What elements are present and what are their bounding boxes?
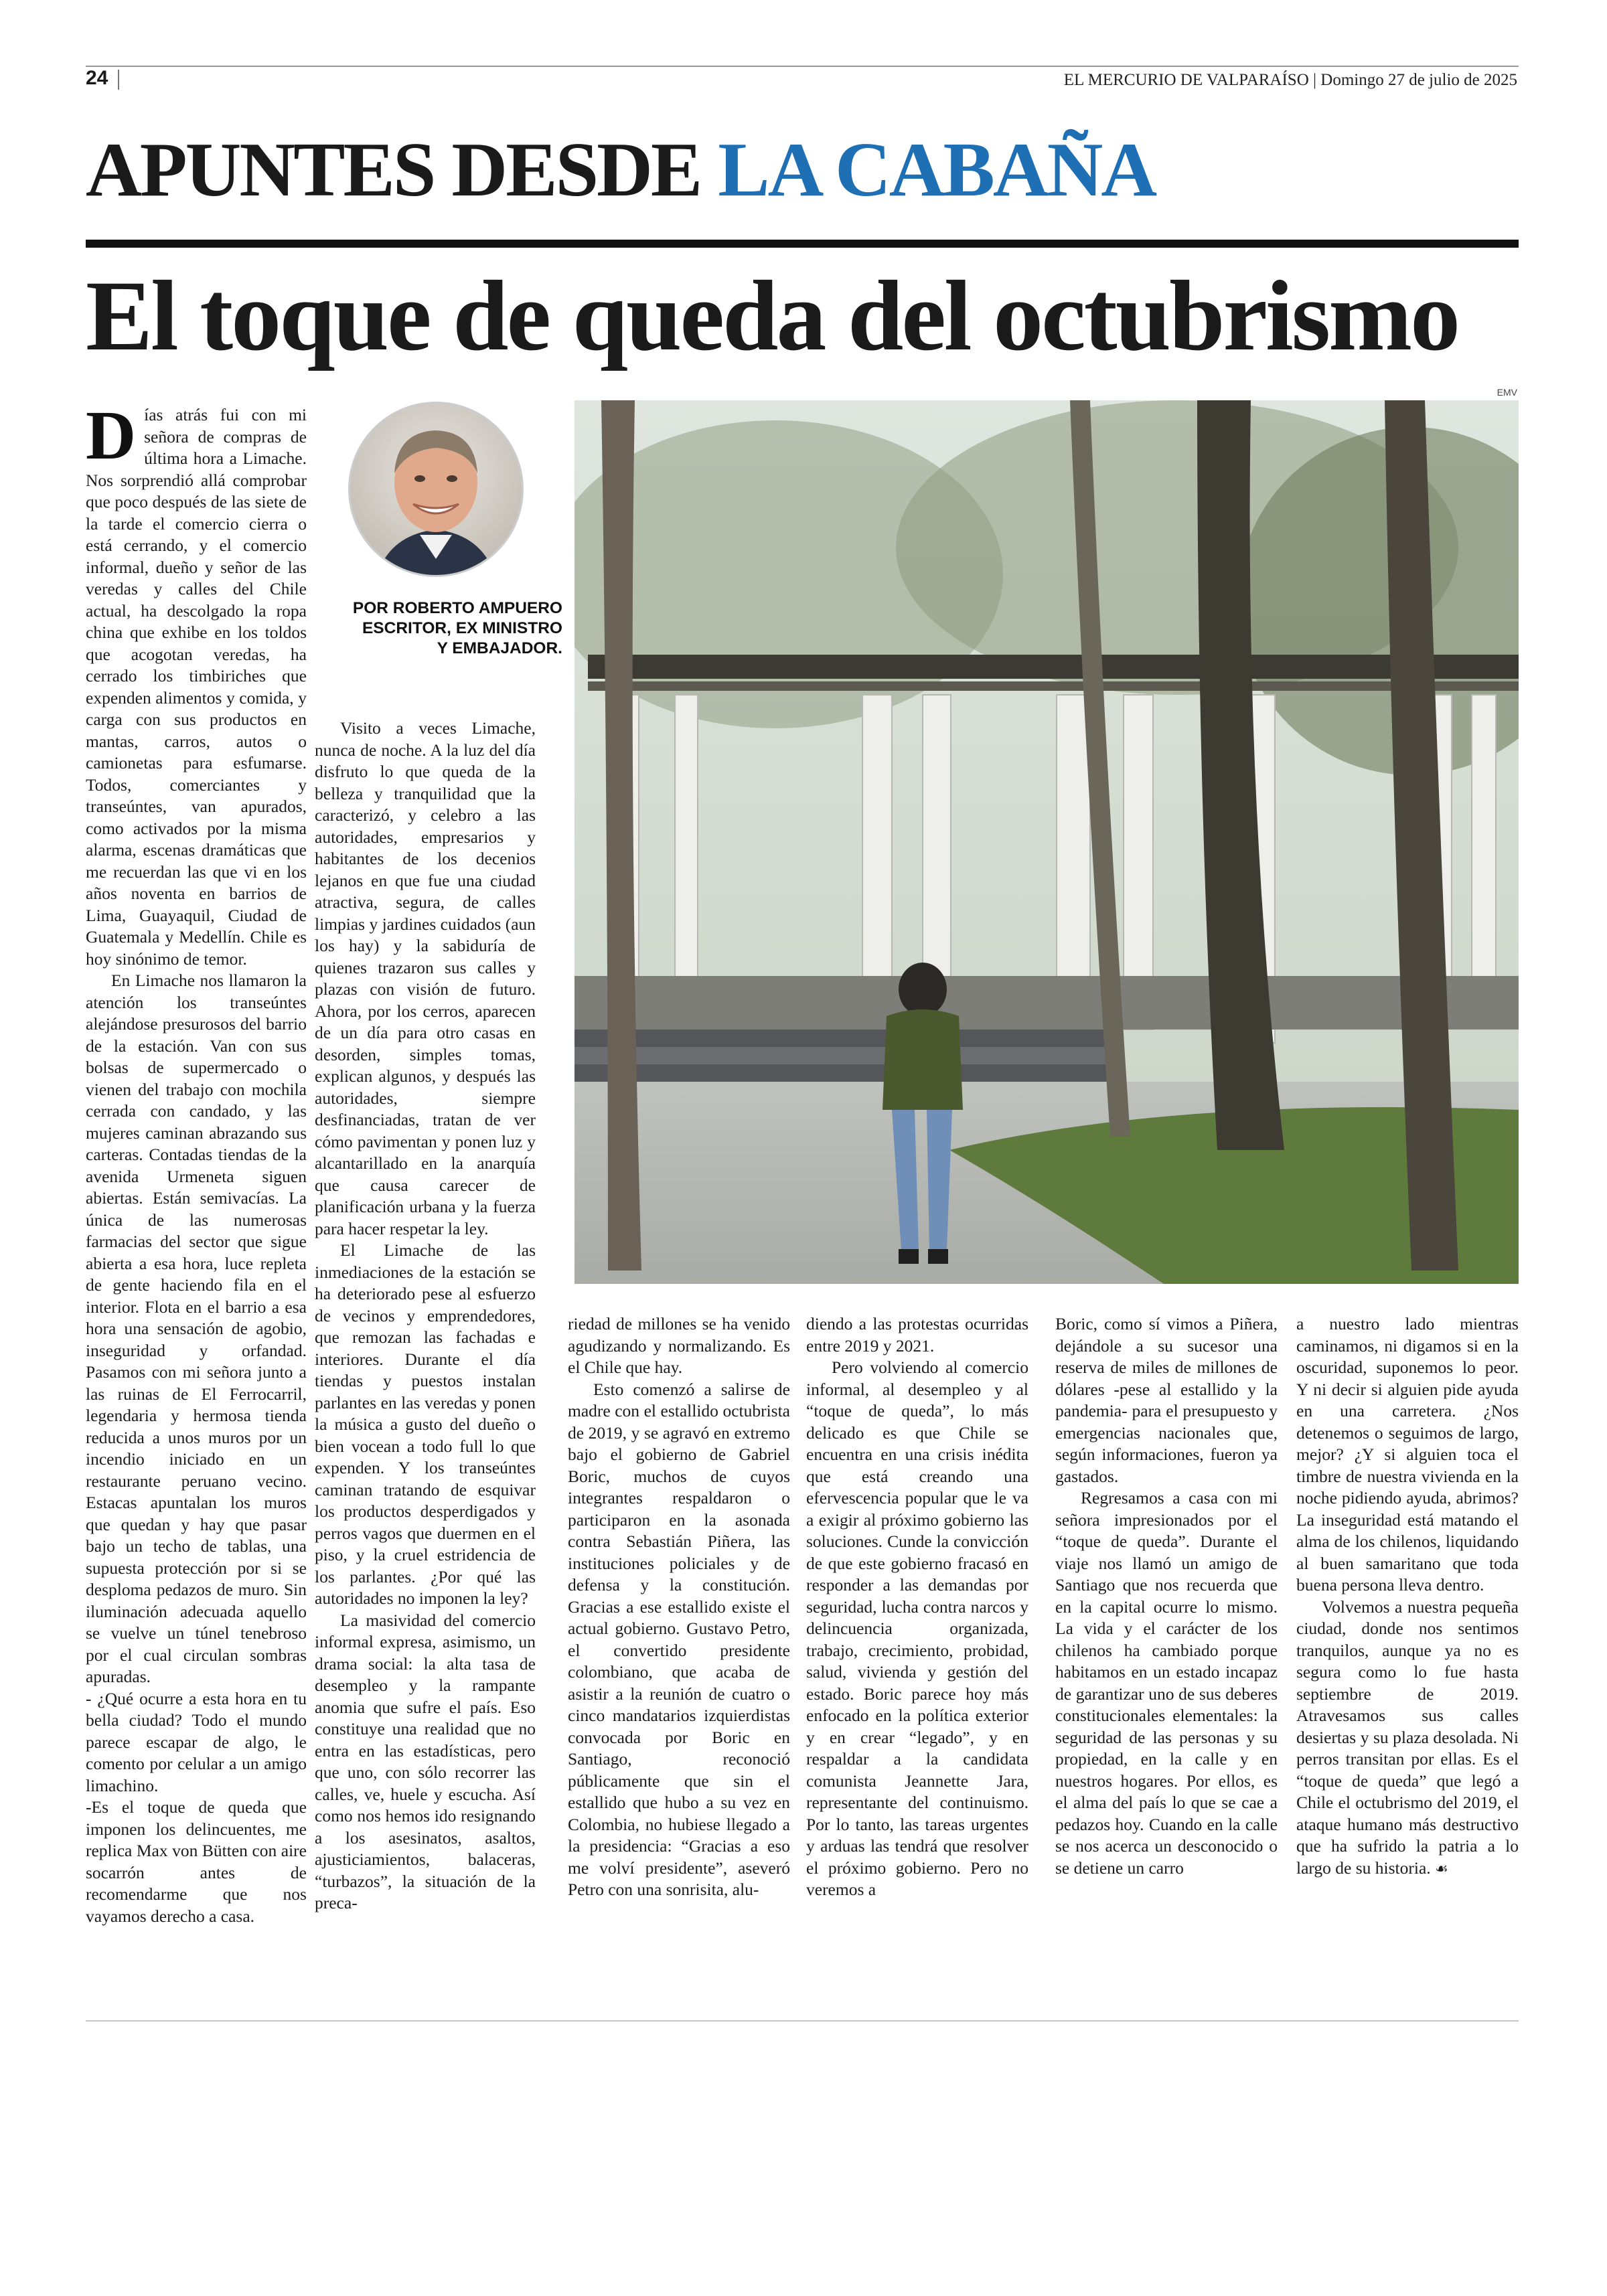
article-photo — [575, 400, 1519, 1284]
drop-cap: D — [86, 397, 137, 474]
byline — [315, 598, 562, 659]
column-6 — [1296, 1313, 1519, 1880]
page-number: 24 — [86, 67, 108, 89]
paragraph: Boric, como sí vimos a Piñera, dejándole a su sucesor una reserva de miles de millones de dólares -pese al estallido y la pandemia- para el presupuesto y emergencias nacionales que, según informaciones, fueron ya gastados. — [1055, 1314, 1278, 1486]
paragraph: Pero volviendo al comercio informal, al desempleo y al “toque de queda”, lo más delicado es que Chile se encuentra en una crisis inédita que está creando una efervescencia popular que le va a exigir al próximo gobierno las soluciones. Cunde la convicción de que este gobierno fracasó en responder a las demandas por seguridad, lucha contra narcos y delincuencia organizada, trabajo, crecimiento, probidad, salud, vivienda y gestión del estado. Boric parece hoy más enfocado en la política exterior y en crear “legado”, y en respaldar a la candidata comunista Jeannette Jara, representante del continuismo. Por lo tanto, las tareas urgentes y arduas las tendrá que resolver el próximo gobierno. Pero no veremos a — [806, 1358, 1028, 1899]
column-1 — [86, 397, 307, 1927]
paragraph: Regresamos a casa con mi señora impresionados por el “toque de queda”. Durante el viaje nos llamó un amigo de Santiago que nos recuerda que en la capital ocurre lo mismo. La vida y el carácter de los chilenos ha cambiado porque habitamos en un estado incapaz de garantizar uno de sus deberes constitucionales elementales: la seguridad de las personas y su propiedad, en la calle y en nuestros hogares. Por ellos, es el alma del país lo que se cae a pedazos hoy. Cuando en la calle se nos acerca un desconocido o se detiene un carro — [1055, 1488, 1278, 1878]
author-portrait-image — [350, 404, 522, 575]
section-title-part1: APUNTES DESDE — [86, 127, 701, 213]
byline-author: POR ROBERTO AMPUERO — [352, 599, 562, 617]
byline-role-cont: Y EMBAJADOR. — [437, 639, 562, 657]
end-mark-icon: ☙ — [1435, 1860, 1448, 1878]
paragraph: En Limache nos llamaron la atención los transeúntes alejándose presurosos del barrio de la estación. Van con sus bolsas de supermercado o vienen del trabajo con mochila cerrada con candado, y las mujeres caminan abrazando sus carteras. Contadas tiendas de la avenida Urmeneta siguen abiertas. Están semivacías. La única de las numerosas farmacias del sector que sigue abierta a esa hora, luce repleta de gente haciendo fila en el interior. Flota en el barrio a esa hora una sensación de agobio, inseguridad y orfandad. Pasamos con mi señora junto a las ruinas de El Ferrocarril, legendaria y hermosa tienda reducida a unos muros por un incendio iniciado en un restaurante peruano vecino. Estacas apuntalan los muros que quedan y hay que pasar bajo un techo de tablas, una supuesta protección por si se desploma pedazos de muro. Sin iluminación adecuada aquello se vuelve un túnel tenebroso por el cual circulan sombras apuradas. — [86, 971, 307, 1686]
section-title — [86, 127, 1156, 213]
paragraph — [1296, 1596, 1519, 1881]
bottom-rule — [86, 2020, 1519, 2022]
headline: El toque de queda del octubrismo — [86, 260, 1459, 372]
paragraph: Visito a veces Limache, nunca de noche. A la luz del día disfruto lo que queda de la belleza y tranquilidad que la caracterizó, y celebro a las autoridades, empresarios y habitantes de los decenios lejanos en que fue una ciudad atractiva, segura, de calles limpias y jardines cuidados (aun los hay) y la sabiduría de quienes trazaron sus calles y plazas con visión de futuro. Ahora, por los cerros, aparecen de un día para otro casas en desorden, simples tomas, explican algunos, y después las autoridades, siempre desfinanciadas, tratan de ver cómo pavimentan y ponen luz y alcantarillado en la anarquía que causa carecer de planificación urbana y la fuerza para hacer respetar la ley. — [315, 718, 536, 1238]
paragraph-text: Volvemos a nuestra pequeña ciudad, donde nos sentimos tranquilos, aunque ya no es segura como lo fue hasta septiembre de 2019. Atravesamos sus calles desiertas y su plaza desolada. Ni perros transitan por ellas. Es el “toque de queda” que legó a Chile el octubrismo del 2019, el ataque humano más destructivo que ha sufrido la patria a lo largo de su historia. — [1296, 1596, 1519, 1878]
column-4 — [806, 1313, 1028, 1901]
park-scene-image — [575, 400, 1519, 1284]
paragraph: - ¿Qué ocurre a esta hora en tu bella ciudad? Todo el mundo parece escapar de algo, le comento por celular a un amigo limachino. — [86, 1688, 307, 1795]
byline-role: ESCRITOR, EX MINISTRO — [362, 619, 562, 637]
author-portrait — [348, 402, 524, 577]
column-5 — [1055, 1313, 1278, 1879]
column-2 — [315, 718, 536, 1914]
masthead: EL MERCURIO DE VALPARAÍSO | Domingo 27 de julio de 2025 — [1063, 71, 1517, 89]
photo-credit: EMV — [1497, 387, 1517, 398]
paragraph: La masividad del comercio informal expresa, asimismo, un drama social: la alta tasa de desempleo y la rampante anomia que sufre el país. Eso constituye una realidad que no entra en las estadísticas, pero que uno, con sólo recorrer las calles, ve, huele y escucha. Así como nos hemos ido resignando a los asesinatos, asaltos, ajusticiamientos, balaceras, “turbazos”, la situación de la preca- — [315, 1610, 536, 1912]
section-rule — [86, 240, 1519, 248]
paragraph: diendo a las protestas ocurridas entre 2019 y 2021. — [806, 1314, 1028, 1356]
paragraph: Esto comenzó a salirse de madre con el estallido octubrista de 2019, y se agravó en extremo bajo el gobierno de Gabriel Boric, muchos de cuyos integrantes respaldaron o participaron en la asonada contra Sebastián Piñera, las instituciones policiales y de defensa y la constitución. Gracias a ese estallido existe el actual gobierno. Gustavo Petro, el convertido presidente colombiano, que acaba de asistir a la reunión de cuatro o cinco mandatarios izquierdistas convocada por Boric en Santiago, reconoció públicamente que sin el estallido que hubo a su vez en Colombia, no hubiese llegado a la presidencia: “Gracias a eso me volví presidente”, aseveró Petro con una sonrisita, alu- — [568, 1379, 790, 1899]
paragraph: -Es el toque de queda que imponen los delincuentes, me replica Max von Bütten con aire socarrón antes de recomendarme que nos vayamos derecho a casa. — [86, 1797, 307, 1926]
section-title-part2: LA CABAÑA — [718, 127, 1156, 213]
top-rule — [86, 66, 1519, 67]
page-number-divider — [118, 70, 119, 90]
paragraph: a nuestro lado mientras caminamos, ni digamos si en la oscuridad, suponemos lo peor. Y ni decir si alguien pide ayuda en una carretera. ¿Nos detenemos o seguimos de largo, mejor? ¿Y si alguien toca el timbre de nuestra vivienda en la noche pidiendo ayuda, abrimos? La inseguridad está matando el alma de los chilenos, liquidando al buen samaritano que toda buena persona lleva dentro. — [1296, 1314, 1519, 1594]
paragraph: ías atrás fui con mi señora de compras de última hora a Limache. Nos sorprendió allá comprobar que poco después de las siete de la tarde el comercio cierra o está cerrando, y el comercio informal, dueño y señor de las veredas y calles del Chile actual, ha descolgado la ropa china que exhibe en los toldos que acogotan veredas, ha cerrado los timbiriches que expenden alimentos y comida, y carga con sus productos en mantas, carros, autos o camionetas para esfumarse. Todos, comerciantes y transeúntes, van apurados, como activados por la misma alarma, escenas dramáticas que me recuerdan las que vi en los años noventa en barrios de Lima, Guayaquil, Ciudad de Guatemala y Medellín. Chile es hoy sinónimo de temor. — [86, 405, 307, 969]
column-3 — [568, 1313, 790, 1901]
paragraph: riedad de millones se ha venido agudizando y normalizando. Es el Chile que hay. — [568, 1314, 790, 1377]
paragraph: El Limache de las inmediaciones de la estación se ha deteriorado pese al esfuerzo de vecinos y emprendedores, que remozan las fachadas e interiores. Durante el día tiendas y puestos instalan parlantes en las veredas y ponen la música a gusto del dueño o bien vocean a todo full lo que expenden. Y los transeúntes caminan tratando de esquivar los productos desperdigados y perros vagos que duermen en el piso, y la cruel estridencia de los parlantes. ¿Por qué las autoridades no imponen la ley? — [315, 1240, 536, 1608]
